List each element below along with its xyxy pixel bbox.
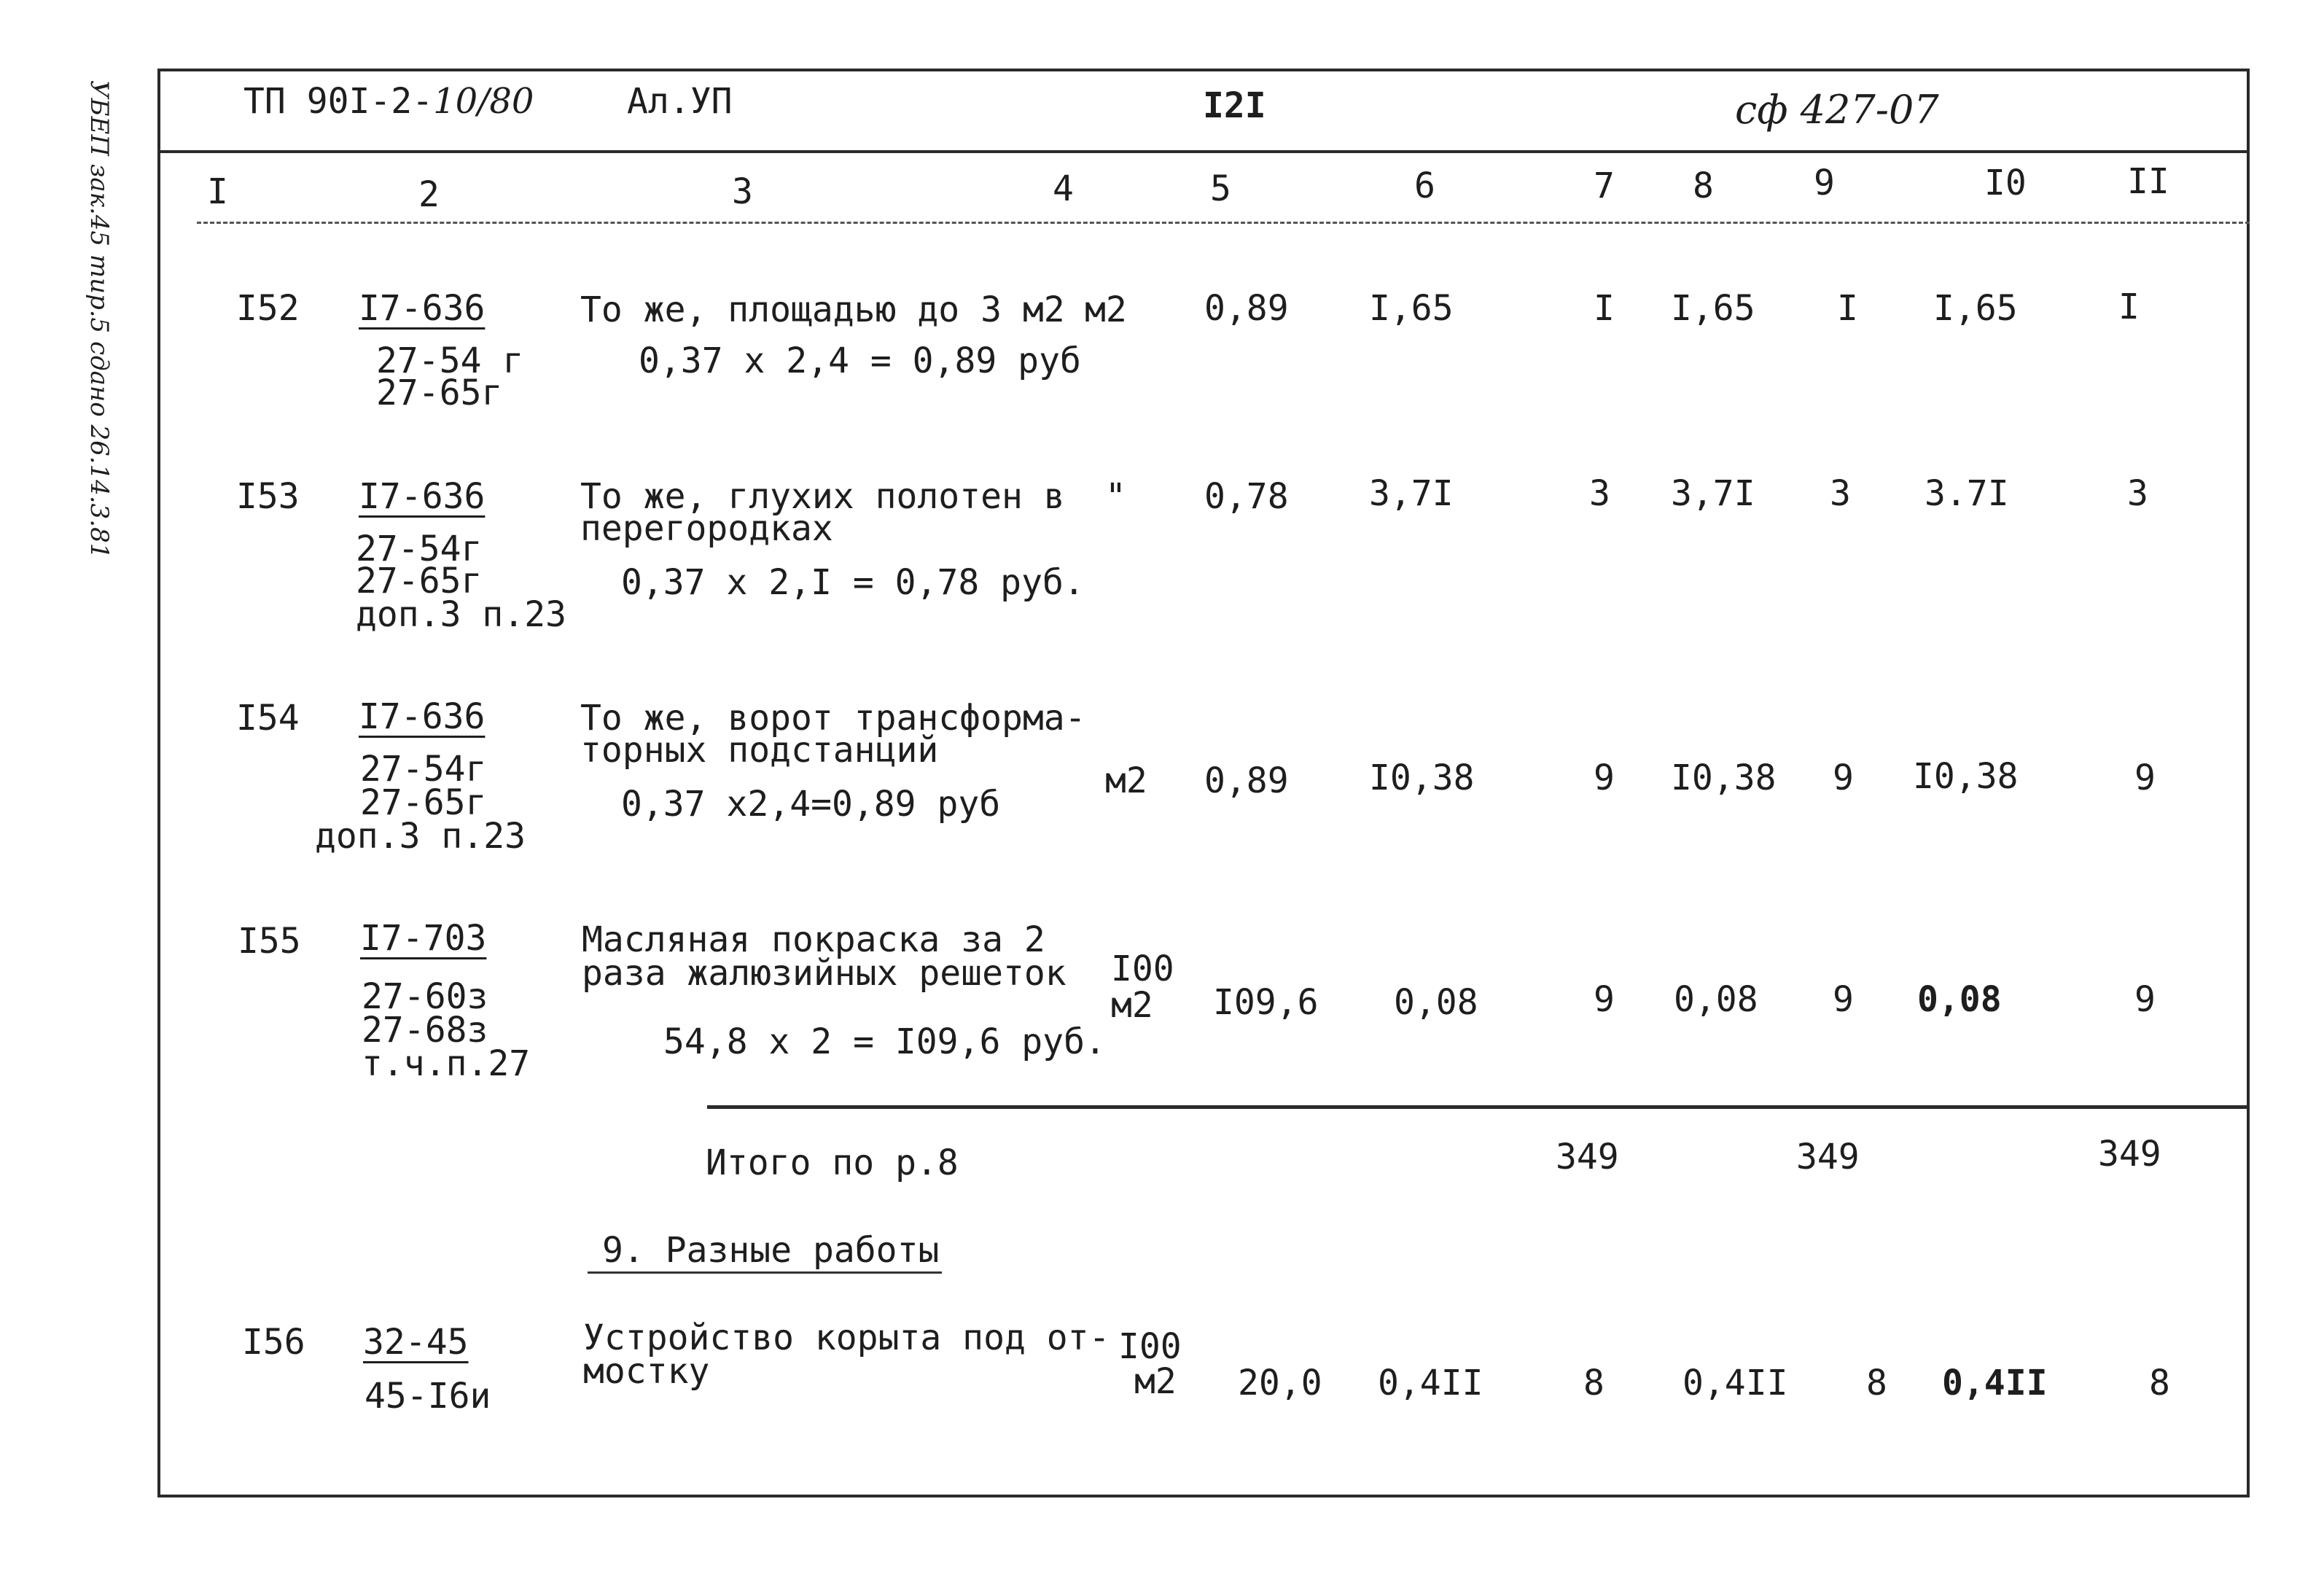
norm-ref: 45-I6и xyxy=(364,1376,491,1417)
stamp-number: сф 427-07 xyxy=(1735,87,1939,133)
work-description: перегородках xyxy=(580,508,833,549)
row-number: I56 xyxy=(242,1322,305,1363)
cell-6: 0,4II xyxy=(1378,1363,1483,1403)
col-3: 3 xyxy=(732,171,753,212)
cell-8: I,65 xyxy=(1671,288,1755,329)
norm-ref: 27-65г xyxy=(360,782,487,823)
price-calculation: 0,37 х2,4=0,89 руб xyxy=(621,784,1001,825)
work-description: То же, площадью до 3 м2 xyxy=(580,289,1065,330)
cell-10: 0,08 xyxy=(1917,979,2002,1020)
cell-6: I,65 xyxy=(1369,288,1454,329)
norm-ref: 27-54г xyxy=(356,529,483,569)
total-col-11: 349 xyxy=(2098,1134,2161,1175)
cell-9: 3 xyxy=(1830,473,1851,514)
norm-code: 32-45 xyxy=(363,1322,469,1363)
row-number: I54 xyxy=(236,698,300,739)
cell-11: I xyxy=(2118,287,2140,327)
price-calculation: 0,37 х 2,4 = 0,89 руб xyxy=(639,340,1081,381)
cell-5: 0,89 xyxy=(1204,760,1289,801)
section-title-text: 9. Разные работы xyxy=(602,1230,940,1271)
unit: " xyxy=(1105,476,1126,517)
cell-5: 0,78 xyxy=(1204,476,1289,517)
col-5: 5 xyxy=(1210,168,1231,209)
cell-8: 0,08 xyxy=(1674,979,1758,1020)
section-title xyxy=(588,1232,942,1274)
unit: м2 xyxy=(1134,1361,1177,1402)
col-1: I xyxy=(207,171,228,212)
cell-8: 0,4II xyxy=(1682,1363,1788,1403)
total-col-7: 349 xyxy=(1556,1137,1619,1177)
work-description: То же, глухих полотен в xyxy=(580,476,1065,517)
cell-5: 20,0 xyxy=(1238,1363,1322,1403)
doc-code-handwritten: 10/80 xyxy=(433,81,534,122)
work-description: Масляная покраска за 2 xyxy=(582,919,1045,960)
row-number: I55 xyxy=(238,921,301,962)
cell-10: 3.7I xyxy=(1925,473,2009,514)
unit: м2 xyxy=(1085,289,1127,330)
cell-7: 3 xyxy=(1589,473,1610,514)
side-note-text: УБЕП зак.45 тир.5 сдано 26.14.3.81 xyxy=(85,80,114,559)
cell-10: I0,38 xyxy=(1913,756,2019,797)
doc-code xyxy=(243,83,534,120)
header-divider xyxy=(157,150,2250,153)
cell-11: 3 xyxy=(2127,473,2148,514)
album-label: Ал.УП xyxy=(627,81,733,122)
cell-11: 9 xyxy=(2134,979,2156,1020)
norm-code: I7-636 xyxy=(359,288,486,329)
work-description: мостку xyxy=(583,1351,710,1392)
col-7: 7 xyxy=(1594,165,1615,206)
side-note xyxy=(82,80,125,591)
cell-7: 9 xyxy=(1594,979,1615,1020)
row-number: I52 xyxy=(236,288,300,329)
norm-ref: т.ч.п.27 xyxy=(362,1043,531,1084)
doc-code-printed: ТП 90I-2- xyxy=(243,81,434,122)
row-number: I53 xyxy=(236,476,300,517)
norm-ref: 27-68з xyxy=(362,1010,488,1051)
norm-ref: доп.3 п.23 xyxy=(356,594,566,635)
cell-11: 8 xyxy=(2149,1363,2170,1403)
work-description: Устройство корыта под от- xyxy=(583,1317,1110,1358)
cell-10: 0,4II xyxy=(1942,1363,2048,1403)
cell-9: 9 xyxy=(1833,757,1854,798)
cell-8: I0,38 xyxy=(1671,757,1777,798)
norm-ref: 27-65г xyxy=(376,373,503,413)
cell-9: 8 xyxy=(1866,1363,1887,1403)
unit-text: I00 м2 xyxy=(1111,949,1174,1026)
unit xyxy=(1111,951,1177,1024)
cell-7: I xyxy=(1594,288,1615,329)
cell-6: 0,08 xyxy=(1394,982,1478,1023)
unit: м2 xyxy=(1105,760,1147,801)
cell-9: 9 xyxy=(1833,979,1854,1020)
column-header-divider xyxy=(197,222,2250,224)
norm-ref: 27-54 г xyxy=(376,340,524,381)
price-calculation: 54,8 х 2 = I09,6 руб. xyxy=(663,1021,1106,1062)
cell-7: 9 xyxy=(1594,757,1615,798)
cell-11: 9 xyxy=(2134,757,2156,798)
col-4: 4 xyxy=(1053,168,1074,209)
work-description: раза жалюзийных решеток xyxy=(582,953,1067,994)
price-calculation: 0,37 х 2,I = 0,78 руб. xyxy=(621,562,1085,603)
norm-code: I7-703 xyxy=(360,918,487,959)
norm-code: I7-636 xyxy=(359,476,486,517)
cell-5: 0,89 xyxy=(1204,288,1289,329)
col-2: 2 xyxy=(418,174,440,215)
cell-6: I0,38 xyxy=(1369,757,1475,798)
total-divider xyxy=(707,1105,2250,1109)
unit: I00 xyxy=(1118,1326,1182,1367)
total-col-9: 349 xyxy=(1796,1137,1860,1177)
total-label: Итого по р.8 xyxy=(706,1142,959,1183)
col-10: I0 xyxy=(1984,163,2027,203)
col-9: 9 xyxy=(1814,163,1835,203)
cell-9: I xyxy=(1837,288,1858,329)
norm-ref: 27-54г xyxy=(360,749,487,790)
norm-ref: 27-60з xyxy=(362,976,488,1017)
col-11: II xyxy=(2127,161,2169,202)
norm-ref: 27-65г xyxy=(356,561,483,601)
col-6: 6 xyxy=(1414,165,1435,206)
work-description: торных подстанций xyxy=(580,730,939,771)
work-description: То же, ворот трансформа- xyxy=(580,698,1086,739)
cell-7: 8 xyxy=(1583,1363,1604,1403)
cell-5: I09,6 xyxy=(1213,982,1319,1023)
cell-8: 3,7I xyxy=(1671,473,1755,514)
col-8: 8 xyxy=(1693,165,1714,206)
page-number: I2I xyxy=(1203,85,1266,126)
cell-6: 3,7I xyxy=(1369,473,1454,514)
norm-ref: доп.3 п.23 xyxy=(315,816,526,857)
cell-10: I,65 xyxy=(1933,288,2018,329)
norm-code: I7-636 xyxy=(359,696,486,737)
